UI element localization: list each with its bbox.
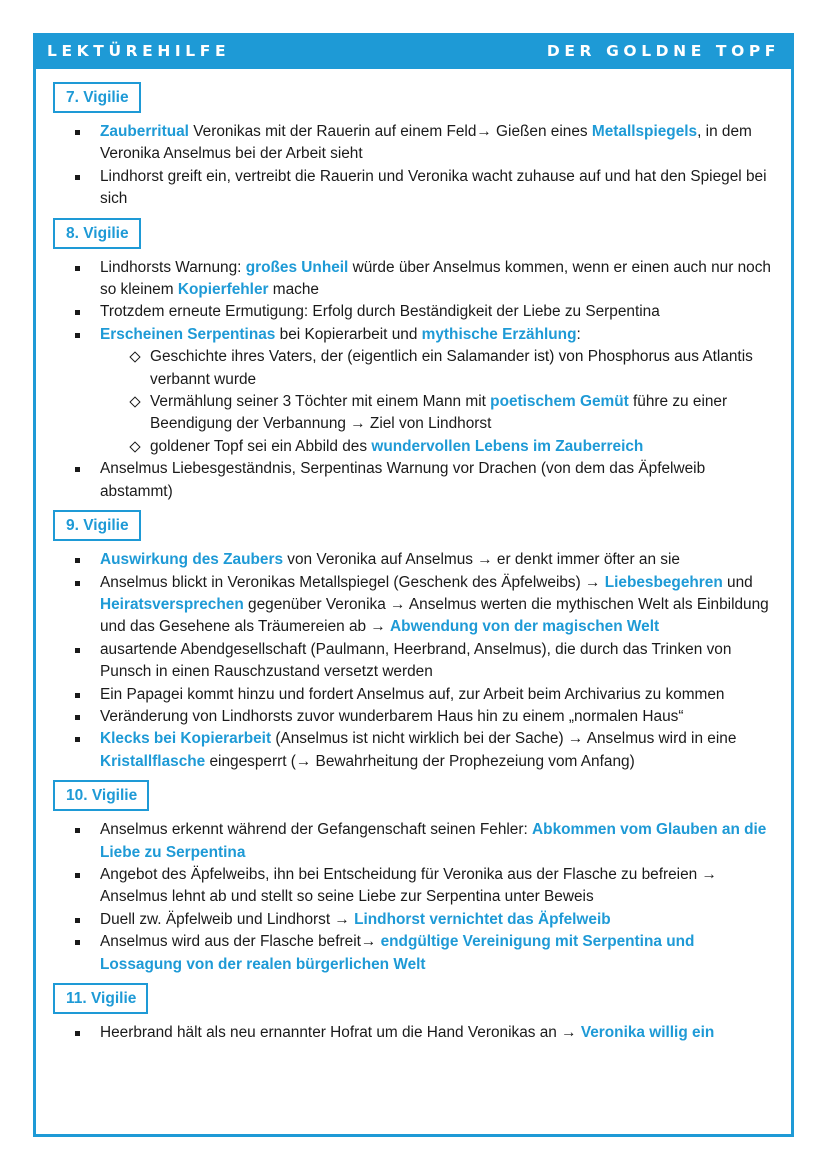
bullet-item [53, 324, 778, 458]
section-title: 7. Vigilie [53, 82, 141, 113]
body-text: mache [268, 281, 319, 299]
bullet-item [53, 728, 778, 773]
section-vigilie [53, 983, 778, 1044]
bullet-item [53, 909, 778, 931]
bullet-item [53, 931, 778, 976]
body-text: Veränderung von Lindhorsts zuvor wunderbarem Haus hin zu einem „normalen Haus“ [100, 707, 684, 725]
highlight-text: Zauberritual [100, 123, 189, 140]
document-body [53, 82, 778, 1051]
sub-bullet-item [100, 346, 778, 391]
body-text: eingesperrt (→ Bewahrheitung der Prophezeiung vom Anfang) [205, 752, 635, 770]
bullet-list [53, 121, 778, 211]
bullet-item [53, 458, 778, 503]
bullet-item [53, 257, 778, 302]
highlight-text: Abwendung von der magischen Welt [390, 618, 660, 636]
section-vigilie [53, 82, 778, 211]
highlight-text: Metallspiegels [591, 123, 698, 140]
body-text: Geschichte ihres Vaters, der (eigentlich ein Salamander ist) von Phosphorus aus Atlantis verbannt wurde [150, 348, 753, 388]
highlight-text: Liebesbegehren [604, 573, 723, 591]
header-left-title: LEKTÜREHILFE [47, 42, 231, 60]
sub-bullet-item [100, 391, 778, 436]
section-vigilie [53, 510, 778, 773]
bullet-list [53, 549, 778, 773]
section-title: 10. Vigilie [53, 780, 149, 811]
body-text: Anselmus Liebesgeständnis, Serpentinas Warnung vor Drachen (von dem das Äpfelweib abstammt) [100, 460, 706, 500]
section-title: 8. Vigilie [53, 218, 141, 249]
highlight-text: großes Unheil [245, 258, 349, 276]
body-text: führe zu einer Beendigung der Verbannung → Ziel von Lindhorst [150, 393, 728, 433]
page-header [33, 33, 794, 69]
body-text: Anselmus erkennt während der Gefangenschaft seinen Fehler: [100, 821, 533, 839]
bullet-list [53, 819, 778, 976]
body-text: Lindhorst greift ein, vertreibt die Rauerin und Veronika wacht zuhause auf und hat den Spiegel bei sich [100, 167, 767, 208]
body-text: Angebot des Äpfelweibs, ihn bei Entscheidung für Veronika aus der Flasche zu befreien → Anselmus lehnt ab und stellt so seine Liebe zur Serpentina unter Beweis [100, 865, 717, 906]
body-text: würde über Anselmus kommen, wenn er einen auch nur noch so kleinem [100, 258, 771, 299]
highlight-text: Kristallflasche [100, 752, 206, 770]
bullet-item [53, 819, 778, 864]
header-right-title: DER GOLDNE TOPF [546, 42, 780, 60]
highlight-text: wundervollen Lebens im Zauberreich [371, 437, 644, 455]
body-text: gegenüber Veronika → Anselmus werten die mythischen Welt als Einbildung und das Gesehene als Träumereien ab → [100, 595, 769, 636]
body-text: Anselmus blickt in Veronikas Metallspiegel (Geschenk des Äpfelweibs) → [100, 573, 605, 591]
highlight-text: Lindhorst vernichtet das Äpfelweib [354, 910, 611, 928]
bullet-item [53, 121, 778, 166]
highlight-text: poetischem Gemüt [490, 393, 629, 411]
sub-bullet-item [100, 436, 778, 458]
section-vigilie [53, 218, 778, 503]
bullet-item [53, 549, 778, 571]
body-text: Lindhorsts Warnung: [100, 258, 246, 276]
bullet-item [53, 706, 778, 728]
body-text: Veronikas mit der Rauerin auf einem Feld→ Gießen eines [188, 123, 592, 140]
body-text: (Anselmus ist nicht wirklich bei der Sache) → Anselmus wird in eine [271, 730, 737, 748]
bullet-item [53, 301, 778, 323]
highlight-text: Veronika willig ein [580, 1024, 715, 1041]
body-text: Ein Papagei kommt hinzu und fordert Anselmus auf, zur Arbeit beim Archivarius zu kommen [100, 685, 725, 703]
bullet-item [53, 166, 778, 211]
body-text: : [576, 325, 581, 343]
section-title: 9. Vigilie [53, 510, 141, 541]
bullet-item [53, 572, 778, 639]
highlight-text: Klecks bei Kopierarbeit [100, 730, 272, 748]
body-text: Anselmus wird aus der Flasche befreit→ [100, 933, 381, 951]
section-vigilie [53, 780, 778, 976]
body-text: Vermählung seiner 3 Töchter mit einem Mann mit [150, 393, 491, 411]
highlight-text: mythische Erzählung [421, 325, 577, 343]
body-text: , in dem Veronika Anselmus bei der Arbeit sieht [100, 123, 752, 163]
bullet-item [53, 864, 778, 909]
bullet-item [53, 639, 778, 684]
highlight-text: Auswirkung des Zaubers [100, 551, 284, 569]
body-text: Trotzdem erneute Ermutigung: Erfolg durch Beständigkeit der Liebe zu Serpentina [100, 303, 660, 321]
highlight-text: Heiratsversprechen [100, 595, 244, 613]
bullet-list [53, 257, 778, 503]
bullet-item [53, 1022, 778, 1044]
body-text: Heerbrand hält als neu ernannter Hofrat um die Hand Veronikas an → [100, 1024, 581, 1041]
body-text: und [722, 573, 753, 591]
bullet-list [53, 1022, 778, 1044]
body-text: von Veronika auf Anselmus → er denkt immer öfter an sie [283, 551, 680, 569]
body-text: bei Kopierarbeit und [275, 325, 422, 343]
body-text: Duell zw. Äpfelweib und Lindhorst → [100, 910, 355, 928]
body-text: goldener Topf sei ein Abbild des [150, 437, 372, 455]
highlight-text: Kopierfehler [177, 281, 269, 299]
section-title: 11. Vigilie [53, 983, 148, 1014]
highlight-text: Erscheinen Serpentinas [100, 325, 276, 343]
highlight-text: endgültige Vereinigung mit Serpentina und Lossagung von der realen bürgerlichen Welt [100, 933, 695, 973]
sub-bullet-list [100, 346, 778, 458]
bullet-item [53, 684, 778, 706]
body-text: ausartende Abendgesellschaft (Paulmann, Heerbrand, Anselmus), die durch das Trinken von Punsch in einen Rauschzustand versetzt werden [100, 640, 732, 681]
highlight-text: Abkommen vom Glauben an die Liebe zu Serpentina [100, 821, 767, 861]
